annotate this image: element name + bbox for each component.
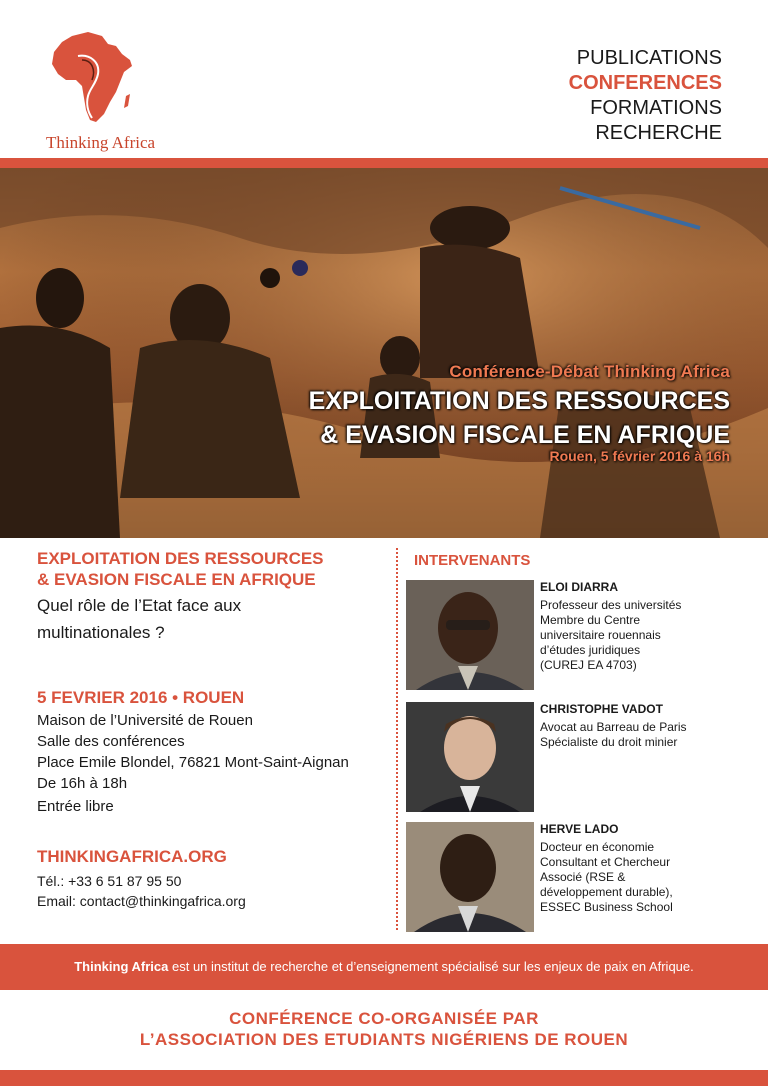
- about-brand: Thinking Africa: [74, 959, 169, 974]
- venue-line1: Maison de l’Université de Rouen: [37, 712, 253, 729]
- speaker-photo: [406, 702, 534, 812]
- about-band: [0, 944, 768, 990]
- co-organizer: [0, 1008, 768, 1050]
- speaker-bio: [540, 702, 740, 750]
- nav-menu: [569, 46, 722, 146]
- hero-title-line2: & EVASION FISCALE EN AFRIQUE: [320, 421, 730, 449]
- event-date-heading: 5 FEVRIER 2016 • ROUEN: [37, 688, 245, 707]
- event-title-line2: & EVASION FISCALE EN AFRIQUE: [37, 570, 316, 589]
- hero-title-line1: EXPLOITATION DES RESSOURCES: [308, 387, 730, 415]
- event-title-line1: EXPLOITATION DES RESSOURCES: [37, 549, 324, 568]
- bio-line: Professeur des universités: [540, 598, 682, 612]
- hero-date: Rouen, 5 février 2016 à 16h: [549, 448, 730, 464]
- speaker-bio: [540, 822, 740, 915]
- bio-line: Membre du Centre: [540, 613, 641, 627]
- brand-name: Thinking Africa: [46, 133, 156, 152]
- speaker-name: HERVE LADO: [540, 822, 619, 836]
- event-question-line2: multinationales ?: [37, 623, 165, 642]
- bio-line: développement durable),: [540, 885, 673, 899]
- mining-scene-image: [0, 168, 768, 538]
- speaker-photo: [406, 822, 534, 932]
- nav-item-formations[interactable]: FORMATIONS: [590, 97, 722, 119]
- speaker-bio: [540, 580, 740, 673]
- entry-info: Entrée libre: [37, 798, 114, 815]
- nav-item-publications[interactable]: PUBLICATIONS: [576, 47, 722, 69]
- coorg-line1: CONFÉRENCE CO-ORGANISÉE PAR: [229, 1009, 539, 1028]
- bio-line: Associé (RSE &: [540, 870, 626, 884]
- nav-item-recherche[interactable]: RECHERCHE: [595, 122, 722, 144]
- bio-line: universitaire rouennais: [540, 628, 661, 642]
- speakers-heading: INTERVENANTS: [414, 552, 531, 569]
- bio-line: d’études juridiques: [540, 643, 641, 657]
- africa-map-logo: [50, 30, 134, 124]
- hero-banner: [0, 168, 768, 538]
- event-details: [37, 548, 382, 911]
- hero-caption: [309, 362, 730, 464]
- coorg-line2: L’ASSOCIATION DES ETUDIANTS NIGÉRIENS DE ROUEN: [139, 1030, 629, 1049]
- bio-line: Consultant et Chercheur: [540, 855, 671, 869]
- bio-line: Docteur en économie: [540, 840, 655, 854]
- speaker-photo: [406, 580, 534, 690]
- venue-line3: Place Emile Blondel, 76821 Mont-Saint-Aignan: [37, 754, 349, 771]
- phone-number: Tél.: +33 6 51 87 95 50: [37, 873, 182, 889]
- speaker-name: ELOI DIARRA: [540, 580, 618, 594]
- about-text: est un institut de recherche et d’enseignement spécialisé sur les enjeux de paix en Afrique.: [168, 959, 694, 974]
- bottom-divider-bar: [0, 1070, 768, 1086]
- speaker-name: CHRISTOPHE VADOT: [540, 702, 663, 716]
- bio-line: Avocat au Barreau de Paris: [540, 720, 687, 734]
- hero-kicker: Conférence-Débat Thinking Africa: [449, 362, 730, 381]
- bio-line: ESSEC Business School: [540, 900, 673, 914]
- email-address[interactable]: Email: contact@thinkingafrica.org: [37, 893, 246, 909]
- column-divider: [396, 548, 398, 930]
- top-divider-bar: [0, 158, 768, 168]
- venue-line4: De 16h à 18h: [37, 775, 128, 792]
- website-link[interactable]: THINKINGAFRICA.ORG: [37, 847, 227, 866]
- venue-line2: Salle des conférences: [37, 733, 185, 750]
- bio-line: Spécialiste du droit minier: [540, 735, 678, 749]
- header: [0, 0, 768, 158]
- nav-item-conferences[interactable]: CONFERENCES: [568, 72, 722, 94]
- bio-line: (CUREJ EA 4703): [540, 658, 637, 672]
- event-question-line1: Quel rôle de l’Etat face aux: [37, 596, 242, 615]
